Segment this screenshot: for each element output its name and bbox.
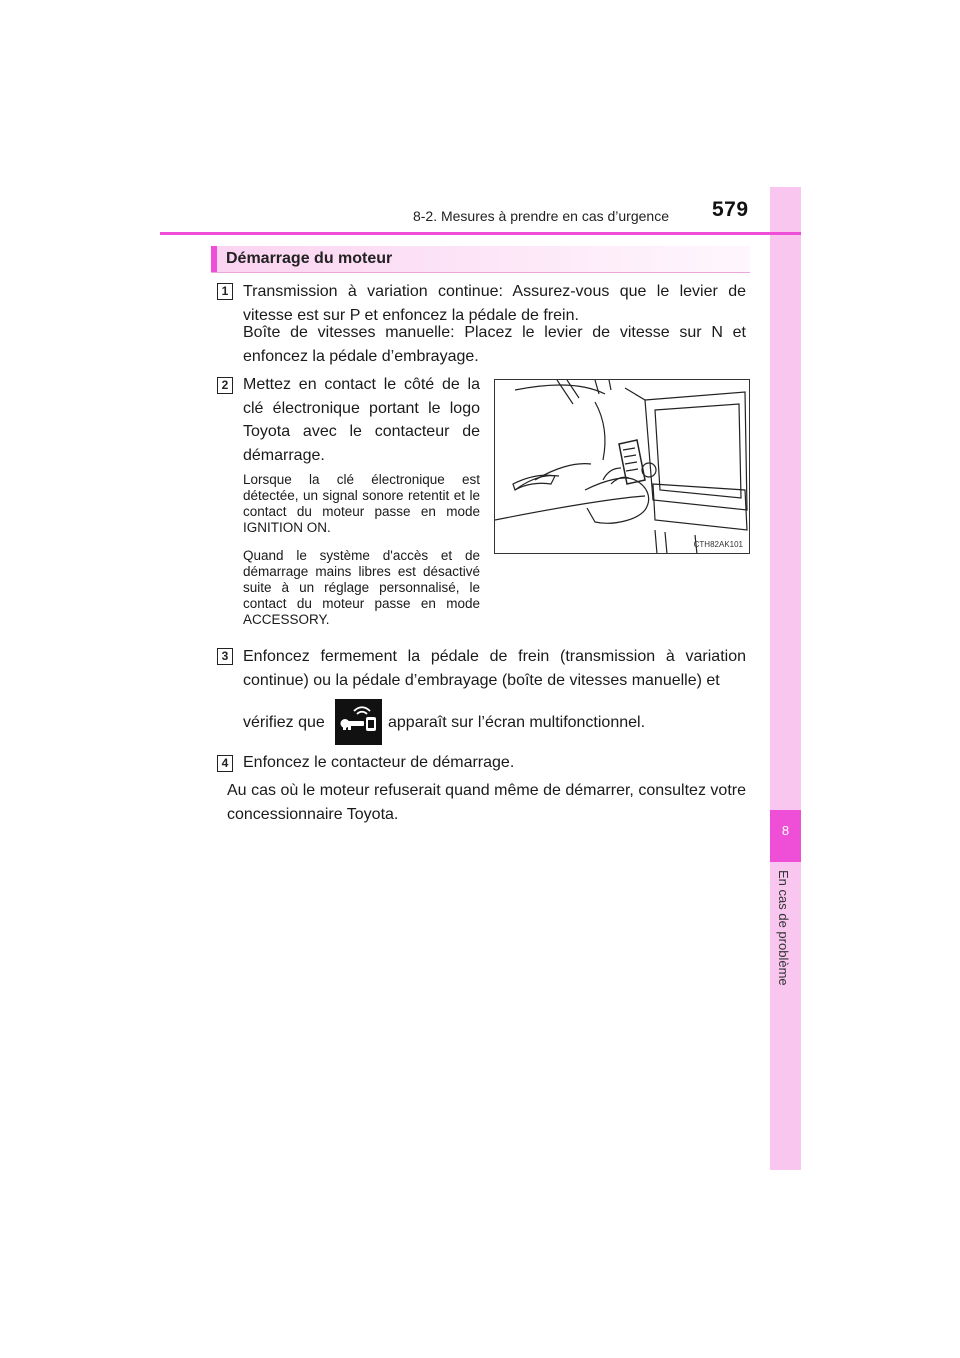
section-title: Démarrage du moteur <box>226 250 393 267</box>
chapter-number: 8 <box>781 823 790 838</box>
step-3-text-a: Enfoncez fermement la pédale de frein (transmission à variation continue) ou la pédale d’embrayage (boîte de vitesses manuelle) et <box>243 648 746 689</box>
key-indicator-icon <box>335 699 382 745</box>
chapter-label: En cas de problème <box>776 870 791 986</box>
key-glyph <box>335 699 382 745</box>
step-1-badge: 1 <box>217 283 233 300</box>
section-title-bar <box>211 246 750 272</box>
step-2-note-1: Lorsque la clé électronique est détectée, un signal sonore retentit et le contact du moteur passe en mode IGNITION ON. <box>243 472 480 535</box>
step-4-text: Enfoncez le contacteur de démarrage. <box>243 754 515 771</box>
step-2-note-2: Quand le système d'accès et de démarrage mains libres est désactivé suite à un réglage personnalisé, le contact du moteur passe en mode ACCESSORY. <box>243 548 480 627</box>
step-1-text-b: Boîte de vitesses manuelle: Placez le levier de vitesse sur N et enfoncez la pédale d’embrayage. <box>243 324 746 365</box>
step-4-badge: 4 <box>217 755 233 772</box>
chapter-side-strip <box>770 187 801 1170</box>
section-accent <box>211 246 217 272</box>
step-2-text: Mettez en contact le côté de la clé électronique portant le logo Toyota avec le contacteur de démarrage. <box>243 376 480 464</box>
step-1-text-a: Transmission à variation continue: Assurez-vous que le levier de vitesse est sur P et enfoncez la pédale de frein. <box>243 283 746 324</box>
key-contact-illustration <box>494 379 750 554</box>
step-3-text-after-icon: apparaît sur l’écran multifonctionnel. <box>388 714 646 731</box>
closing-paragraph: Au cas où le moteur refuserait quand même de démarrer, consultez votre concessionnaire Toyota. <box>227 782 746 823</box>
dashboard-hand-drawing <box>495 380 750 554</box>
step-3-text-before-icon: vérifiez que <box>243 714 325 731</box>
figure-code: CTH82AK101 <box>693 540 743 549</box>
section-underline <box>211 272 750 273</box>
step-3-badge: 3 <box>217 648 233 665</box>
page-number: 579 <box>712 198 749 221</box>
header-rule <box>160 232 801 235</box>
step-2-badge: 2 <box>217 377 233 394</box>
header-section-title: 8-2. Mesures à prendre en cas d’urgence <box>412 208 669 224</box>
